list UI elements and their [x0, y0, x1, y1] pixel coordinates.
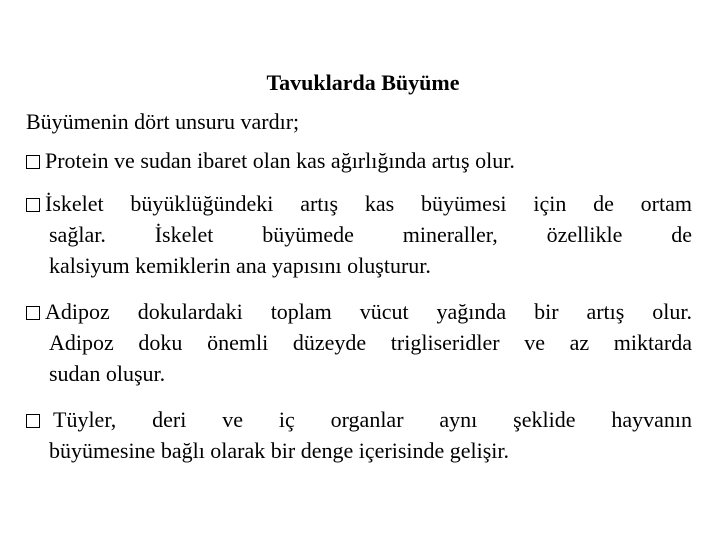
checkbox-bullet-icon [26, 198, 40, 212]
bullet-item-feathers [26, 404, 692, 466]
bullet-line: Adipoz doku önemli düzeyde trigliseridler ve az miktarda [49, 330, 692, 355]
bullet-line: sudan oluşur. [49, 361, 166, 386]
bullet-line: Protein ve sudan ibaret olan kas ağırlığında artış olur. [45, 148, 515, 173]
bullet-line: Adipoz dokulardaki toplam vücut yağında bir artış olur. [45, 299, 692, 324]
bullet-line: Tüyler, deri ve iç organlar aynı şeklide hayvanın [53, 407, 692, 432]
slide-title: Tavuklarda Büyüme [266, 70, 460, 95]
bullet-item-skeleton [26, 188, 692, 281]
checkbox-bullet-icon [26, 155, 40, 169]
intro-text: Büyümenin dört unsuru vardır; [26, 109, 300, 134]
checkbox-bullet-icon [26, 414, 40, 428]
bullet-line: İskelet büyüklüğündeki artış kas büyümesi için de ortam [45, 191, 692, 216]
bullet-line: kalsiyum kemiklerin ana yapısını oluşturur. [49, 253, 431, 278]
bullet-line: sağlar. İskelet büyümede mineraller, özellikle de [49, 222, 692, 247]
bullet-item-protein [26, 145, 692, 176]
checkbox-bullet-icon [26, 306, 40, 320]
bullet-line: büyümesine bağlı olarak bir denge içerisinde gelişir. [49, 438, 510, 463]
bullet-item-adipose [26, 296, 692, 389]
